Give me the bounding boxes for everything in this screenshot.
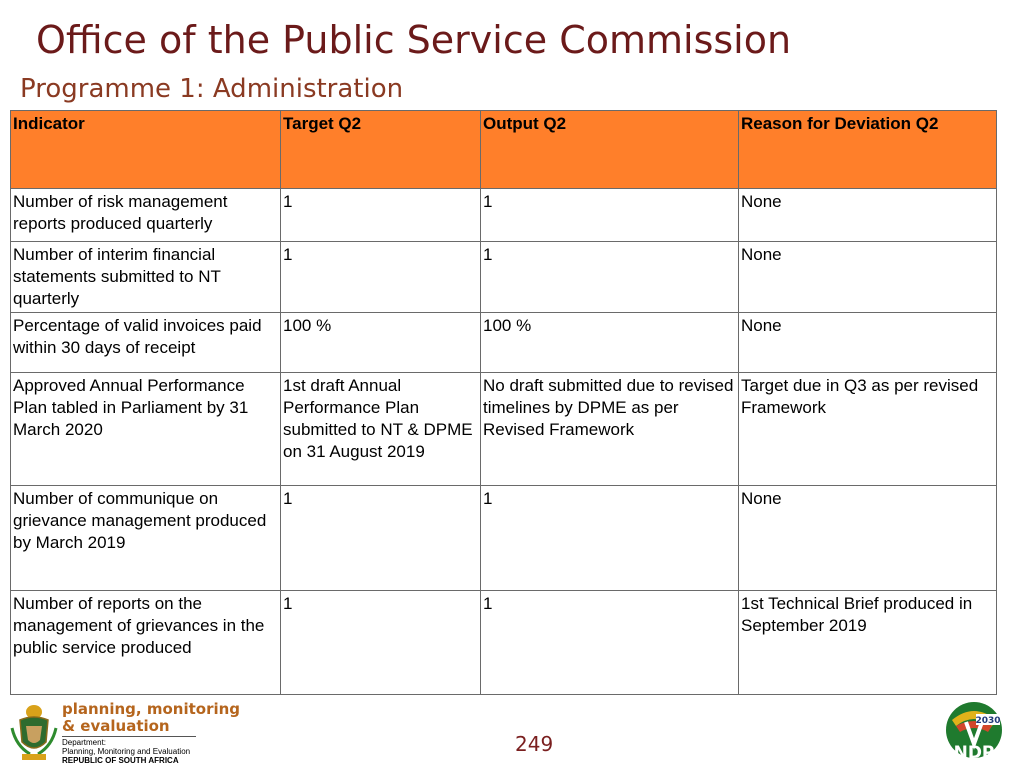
table-cell: Number of communique on grievance management produced by March 2019 [11, 486, 281, 591]
column-header: Indicator [11, 111, 281, 189]
page-subtitle: Programme 1: Administration [20, 74, 404, 104]
column-header: Target Q2 [281, 111, 481, 189]
table-cell: Target due in Q3 as per revised Framework [739, 373, 997, 486]
table-cell: Number of reports on the management of grievances in the public service produced [11, 591, 281, 695]
table-cell: 1 [281, 189, 481, 242]
page-title: Office of the Public Service Commission [36, 18, 792, 62]
table-cell: 1 [281, 591, 481, 695]
table-cell: None [739, 486, 997, 591]
ndp-label: NDP [953, 743, 995, 763]
column-header: Reason for Deviation Q2 [739, 111, 997, 189]
table-cell: Approved Annual Performance Plan tabled in Parliament by 31 March 2020 [11, 373, 281, 486]
department-logo-line1: planning, monitoring [62, 700, 241, 718]
table-cell: 1 [481, 242, 739, 313]
department-label: Department: [62, 738, 107, 747]
table-cell: 100 % [281, 313, 481, 373]
table-cell: 1 [481, 189, 739, 242]
table-cell: 1 [481, 591, 739, 695]
department-logo-line2: & evaluation [62, 717, 170, 735]
performance-table [10, 110, 997, 695]
table-row [11, 313, 997, 373]
table-cell: 1 [281, 242, 481, 313]
table-cell: Number of risk management reports produced quarterly [11, 189, 281, 242]
table-cell: 1st draft Annual Performance Plan submitted to NT & DPME on 31 August 2019 [281, 373, 481, 486]
table-cell: Percentage of valid invoices paid within 30 days of receipt [11, 313, 281, 373]
page-number: 249 [515, 732, 554, 756]
table-cell: 1st Technical Brief produced in September 2019 [739, 591, 997, 695]
coat-of-arms-icon [6, 698, 62, 764]
table-header-row [11, 111, 997, 189]
table-cell: None [739, 313, 997, 373]
table-cell: None [739, 242, 997, 313]
table-row [11, 242, 997, 313]
ndp-logo-icon [944, 700, 1004, 764]
country-name: REPUBLIC OF SOUTH AFRICA [62, 756, 179, 765]
department-full-name: Planning, Monitoring and Evaluation [62, 747, 191, 756]
table-cell: 1 [281, 486, 481, 591]
table-cell: No draft submitted due to revised timelines by DPME as per Revised Framework [481, 373, 739, 486]
column-header: Output Q2 [481, 111, 739, 189]
table-cell: 1 [481, 486, 739, 591]
table-row [11, 486, 997, 591]
department-name [62, 738, 190, 765]
table-row [11, 591, 997, 695]
table-cell: Number of interim financial statements submitted to NT quarterly [11, 242, 281, 313]
table-cell: 100 % [481, 313, 739, 373]
logo-divider [62, 736, 196, 737]
ndp-year: 2030 [975, 716, 1001, 726]
table-row [11, 189, 997, 242]
table-cell: None [739, 189, 997, 242]
table-row [11, 373, 997, 486]
